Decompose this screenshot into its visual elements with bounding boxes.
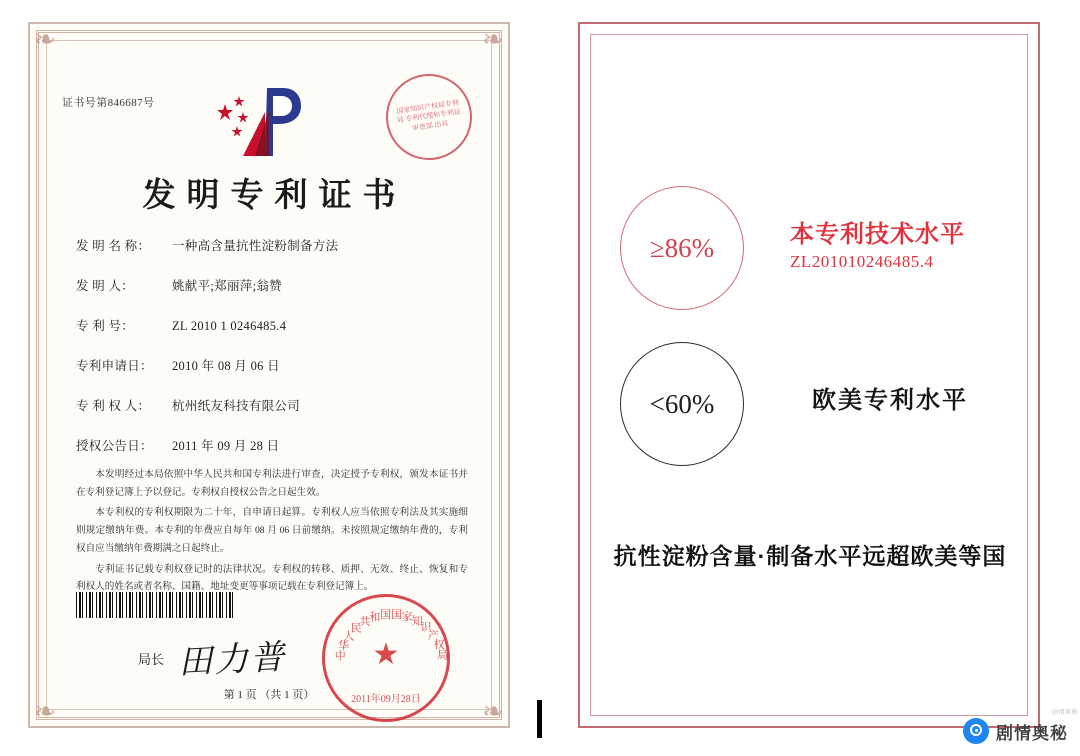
field-label: 授权公告日： bbox=[76, 439, 153, 453]
field-value: 姚献平;郑丽萍;翁赞 bbox=[172, 279, 282, 293]
label-patent-level: 本专利技术水平 bbox=[790, 221, 965, 248]
certificate-fields bbox=[76, 236, 468, 476]
field-value: 2011 年 09 月 28 日 bbox=[172, 439, 280, 453]
certificate-card bbox=[28, 22, 510, 728]
barcode bbox=[76, 592, 236, 618]
badge-patent-level bbox=[620, 186, 744, 310]
field-row bbox=[76, 356, 468, 374]
field-row bbox=[76, 276, 468, 294]
divider-marker bbox=[537, 700, 542, 738]
badge-western-level bbox=[620, 342, 744, 466]
certificate-number: 证书号第846687号 bbox=[62, 97, 155, 109]
watermark-mini-text: 剧情奥秘 bbox=[1051, 710, 1078, 716]
seal-star-icon: ★ bbox=[372, 638, 400, 671]
certificate-body-text bbox=[76, 466, 468, 599]
patent-office-logo-icon bbox=[209, 82, 329, 160]
seal-date: 2011年09月28日 bbox=[351, 694, 421, 705]
certificate-title: 发明专利证书 bbox=[142, 178, 407, 214]
field-label: 发 明 名 称： bbox=[76, 239, 151, 253]
agency-round-stamp-text: 国家知识产权局专利局 专利代理和专利证 审查部 出具 bbox=[395, 98, 462, 133]
field-value: 杭州纸友科技有限公司 bbox=[172, 399, 301, 413]
corner-ornament-icon: ❧ bbox=[34, 696, 56, 726]
body-paragraph: 专利证书记载专利权登记时的法律状况。专利权的转移、质押、无效、终止、恢复和专利权人的姓名或者名称、国籍、地址变更等事项记载在专利登记簿上。 bbox=[76, 563, 468, 593]
seal-ring-text: 中 华 人 民 共 和 国 国 家 知 识 产 权 局 bbox=[334, 608, 449, 663]
corner-ornament-icon: ❧ bbox=[482, 696, 504, 726]
watermark-brand: 剧情奥秘 bbox=[996, 723, 1068, 743]
field-label: 专利申请日： bbox=[76, 359, 153, 373]
corner-ornament-icon: ❧ bbox=[482, 24, 504, 54]
signature-name: 田力普 bbox=[177, 639, 288, 682]
badge-patent-level-value: ≥86% bbox=[649, 232, 715, 263]
circle-eye-icon bbox=[963, 718, 989, 744]
field-label: 专 利 权 人： bbox=[76, 399, 151, 413]
field-value: 一种高含量抗性淀粉制备方法 bbox=[172, 239, 339, 253]
field-value: ZL 2010 1 0246485.4 bbox=[172, 319, 287, 333]
field-value: 2010 年 08 月 06 日 bbox=[172, 359, 280, 373]
field-row bbox=[76, 396, 468, 414]
corner-ornament-icon: ❧ bbox=[34, 24, 56, 54]
label-western-level: 欧美专利水平 bbox=[812, 387, 968, 414]
field-label: 专 利 号： bbox=[76, 319, 135, 333]
field-row bbox=[76, 316, 468, 334]
signature-label: 局长 bbox=[138, 652, 165, 667]
page-footer: 第 1 页 （共 1 页） bbox=[223, 689, 315, 701]
watermark bbox=[963, 718, 1068, 744]
body-paragraph: 本专利权的专利权期限为二十年，自申请日起算。专利权人应当依照专利法及其实施细则规定缴纳年费。本专利的年费应自每年 08 月 06 日前缴纳。未按照规定缴纳年费的，专利权自应当缴纳年费期满之日起终止。 bbox=[76, 507, 468, 554]
panel-divider bbox=[539, 0, 541, 756]
national-seal bbox=[322, 594, 450, 722]
field-label: 发 明 人： bbox=[76, 279, 135, 293]
label-patent-number: ZL201010246485.4 bbox=[790, 252, 934, 271]
field-row bbox=[76, 436, 468, 454]
comparison-tagline: 抗性淀粉含量·制备水平远超欧美等国 bbox=[613, 543, 1007, 569]
field-row bbox=[76, 236, 468, 254]
badge-western-level-value: <60% bbox=[649, 388, 715, 419]
right-comparison-panel bbox=[540, 0, 1080, 756]
body-paragraph: 本发明经过本局依照中华人民共和国专利法进行审查，决定授予专利权，颁发本证书并在专利登记簿上予以登记。专利权自授权公告之日起生效。 bbox=[76, 469, 468, 498]
